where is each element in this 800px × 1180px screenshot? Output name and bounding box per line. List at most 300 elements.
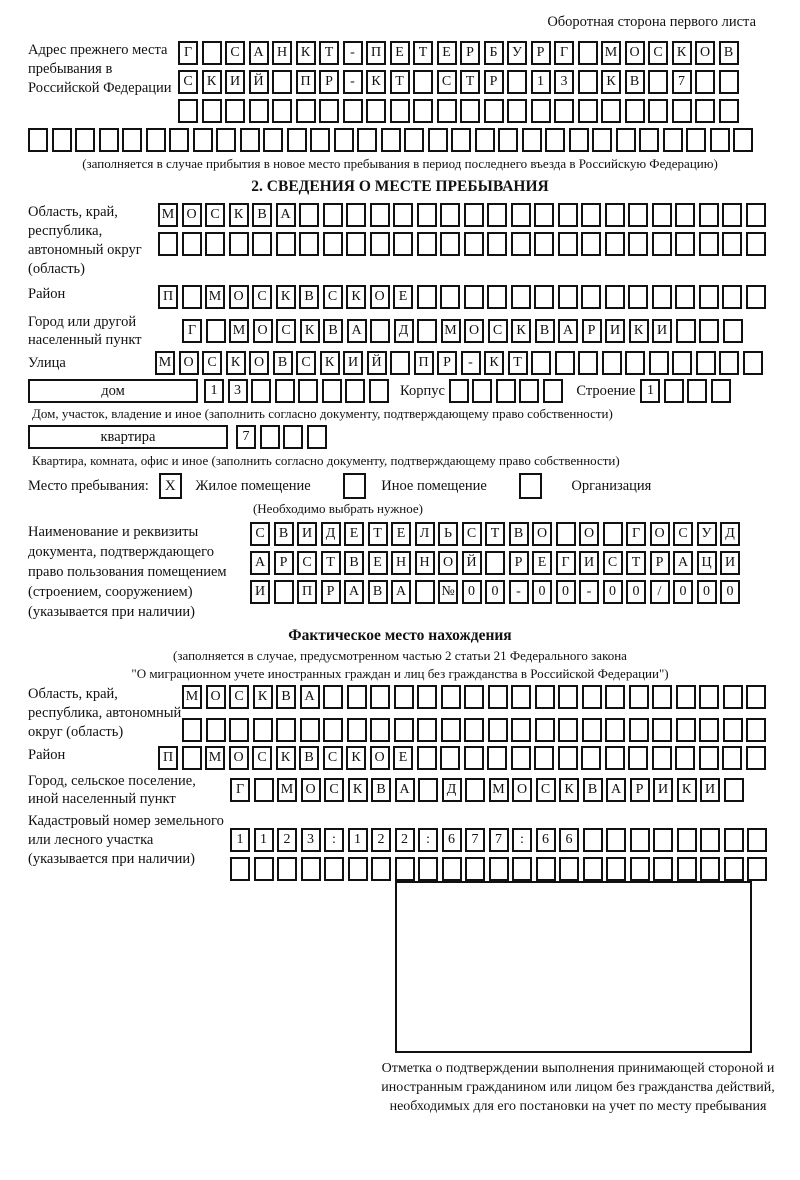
actual-region-grid (182, 685, 770, 742)
char-cell (449, 379, 469, 403)
char-cell: 0 (556, 580, 576, 604)
char-cell: 7 (672, 70, 692, 94)
char-cell (323, 718, 343, 742)
apartment-field (28, 425, 772, 449)
char-cell (511, 232, 531, 256)
char-cell (287, 128, 307, 152)
char-cell (630, 857, 650, 881)
char-cell: В (583, 778, 603, 802)
char-cell (675, 232, 695, 256)
stay-type-label: Место пребывания: (28, 477, 149, 494)
char-cell: С (323, 285, 343, 309)
char-cell: Р (274, 551, 294, 575)
prev-address-note: (заполняется в случае прибытия в новое место пребывания в период последнего въезда в Российскую Федерацию) (82, 156, 718, 171)
char-cell (675, 285, 695, 309)
char-cell (723, 685, 743, 709)
char-cell (464, 203, 484, 227)
char-cell (440, 203, 460, 227)
char-cell: Р (650, 551, 670, 575)
char-cell (555, 351, 575, 375)
char-cell: А (347, 319, 367, 343)
char-cell (347, 718, 367, 742)
char-cell (723, 718, 743, 742)
char-cell (578, 41, 598, 65)
char-cell (534, 285, 554, 309)
document-grid (250, 522, 744, 604)
char-cell: К (276, 285, 296, 309)
char-cell (299, 203, 319, 227)
char-cell (583, 857, 603, 881)
char-cell (558, 718, 578, 742)
char-cell: Н (272, 41, 292, 65)
char-cell: Д (720, 522, 740, 546)
char-cell: М (205, 285, 225, 309)
char-cell (648, 99, 668, 123)
char-cell: О (229, 746, 249, 770)
char-cell (283, 425, 303, 449)
actual-location-title: Фактическое место нахождения (288, 627, 512, 644)
stay-option-other-checkbox (343, 473, 366, 499)
char-cell: М (158, 203, 178, 227)
char-cell: : (324, 828, 344, 852)
char-cell: 3 (301, 828, 321, 852)
char-cell (592, 128, 612, 152)
char-cell (653, 857, 673, 881)
char-cell: С (536, 778, 556, 802)
char-cell (724, 778, 744, 802)
district-label: Район (28, 286, 66, 302)
char-cell (369, 379, 389, 403)
char-cell (531, 99, 551, 123)
char-cell (216, 128, 236, 152)
char-cell (507, 70, 527, 94)
region-row-1 (158, 203, 769, 227)
char-cell (652, 718, 672, 742)
char-cell: О (249, 351, 269, 375)
char-cell (649, 351, 669, 375)
char-cell (357, 128, 377, 152)
char-cell: В (274, 522, 294, 546)
char-cell: Г (182, 319, 202, 343)
char-cell (274, 580, 294, 604)
char-cell (699, 232, 719, 256)
char-cell (343, 99, 363, 123)
stay-option-dwelling-label: Жилое помещение (195, 477, 311, 494)
actual-location-note-1: (заполняется в случае, предусмотренном частью 2 статьи 21 Федерального закона (173, 648, 627, 663)
char-cell (370, 203, 390, 227)
char-cell (319, 99, 339, 123)
char-cell: Г (554, 41, 574, 65)
char-cell: 2 (277, 828, 297, 852)
document-row-2 (250, 551, 744, 575)
char-cell (404, 128, 424, 152)
char-cell (99, 128, 119, 152)
char-cell: М (441, 319, 461, 343)
char-cell: О (464, 319, 484, 343)
char-cell (252, 232, 272, 256)
district-field (28, 285, 772, 309)
char-cell (381, 128, 401, 152)
char-cell: К (253, 685, 273, 709)
char-cell (370, 685, 390, 709)
char-cell: Д (321, 522, 341, 546)
char-cell (489, 857, 509, 881)
char-cell: В (299, 746, 319, 770)
char-cell (464, 232, 484, 256)
char-cell (578, 99, 598, 123)
char-cell (428, 128, 448, 152)
char-cell (346, 203, 366, 227)
char-cell (558, 285, 578, 309)
char-cell: 0 (697, 580, 717, 604)
char-cell (348, 857, 368, 881)
char-cell: С (488, 319, 508, 343)
actual-region-label: Область, край, республика, автономный округ (область) (28, 686, 182, 740)
char-cell (603, 522, 623, 546)
char-cell: И (343, 351, 363, 375)
char-cell: 1 (254, 828, 274, 852)
char-cell: 2 (371, 828, 391, 852)
char-cell: Т (460, 70, 480, 94)
stamp-caption: Отметка о подтверждении выполнения принимающей стороной и иностранным гражданином или лицом без гражданства действий, необходимых для его постановки на учет по месту пребывания (381, 1061, 775, 1114)
char-cell: П (158, 285, 178, 309)
stay-option-other-label: Иное помещение (381, 477, 487, 494)
char-cell (582, 718, 602, 742)
char-cell (545, 128, 565, 152)
char-cell (602, 351, 622, 375)
char-cell (652, 232, 672, 256)
char-cell: К (348, 778, 368, 802)
char-cell (370, 232, 390, 256)
char-cell (417, 203, 437, 227)
char-cell (460, 99, 480, 123)
char-cell: Г (556, 551, 576, 575)
char-cell (606, 828, 626, 852)
confirmation-stamp-box (395, 881, 752, 1053)
prev-address-field (28, 41, 772, 123)
char-cell: К (559, 778, 579, 802)
char-cell (498, 128, 518, 152)
city-row (182, 319, 746, 343)
char-cell (699, 685, 719, 709)
char-cell (393, 203, 413, 227)
char-cell: Б (484, 41, 504, 65)
char-cell: В (368, 580, 388, 604)
char-cell (182, 718, 202, 742)
actual-location-note-2: "О миграционном учете иностранных граждан и лиц без гражданства в Российской Федерации") (131, 666, 669, 681)
char-cell (535, 685, 555, 709)
char-cell: А (391, 580, 411, 604)
char-cell (487, 232, 507, 256)
char-cell: И (653, 778, 673, 802)
char-cell: К (511, 319, 531, 343)
char-cell: 3 (228, 379, 248, 403)
char-cell: 1 (640, 379, 660, 403)
char-cell (558, 232, 578, 256)
char-cell (323, 685, 343, 709)
char-cell (605, 718, 625, 742)
char-cell: В (509, 522, 529, 546)
char-cell: С (205, 203, 225, 227)
stroenie-row (640, 379, 734, 403)
char-cell (182, 746, 202, 770)
char-cell (472, 379, 492, 403)
char-cell: И (297, 522, 317, 546)
char-cell (511, 685, 531, 709)
char-cell (229, 232, 249, 256)
char-cell (664, 379, 684, 403)
char-cell (578, 351, 598, 375)
char-cell (52, 128, 72, 152)
char-cell (601, 99, 621, 123)
char-cell (536, 857, 556, 881)
char-cell (346, 232, 366, 256)
char-cell: С (225, 41, 245, 65)
char-cell: О (206, 685, 226, 709)
char-cell (559, 857, 579, 881)
char-cell (334, 128, 354, 152)
char-cell (182, 232, 202, 256)
char-cell (554, 99, 574, 123)
document-label: Наименование и реквизиты документа, подтверждающего право пользования помещением (строением, сооружением) (указывается при наличии) (28, 524, 227, 620)
char-cell (441, 685, 461, 709)
char-cell (695, 99, 715, 123)
cadastral-row-1 (230, 828, 771, 852)
char-cell (629, 718, 649, 742)
char-cell (415, 580, 435, 604)
char-cell: В (371, 778, 391, 802)
char-cell: К (276, 746, 296, 770)
char-cell: Е (393, 285, 413, 309)
char-cell (722, 746, 742, 770)
char-cell (677, 828, 697, 852)
char-cell (322, 379, 342, 403)
char-cell (722, 203, 742, 227)
char-cell: Н (391, 551, 411, 575)
char-cell (370, 319, 390, 343)
char-cell (488, 718, 508, 742)
apartment-box: квартира (28, 425, 228, 449)
char-cell: А (606, 778, 626, 802)
char-cell (254, 857, 274, 881)
char-cell: С (250, 522, 270, 546)
char-cell: Г (626, 522, 646, 546)
char-cell (417, 319, 437, 343)
char-cell (205, 232, 225, 256)
char-cell (581, 285, 601, 309)
document-row-3 (250, 580, 744, 604)
char-cell (440, 232, 460, 256)
char-cell: А (344, 580, 364, 604)
char-cell: Р (319, 70, 339, 94)
char-cell: О (370, 746, 390, 770)
char-cell (254, 778, 274, 802)
char-cell (206, 718, 226, 742)
char-cell (395, 857, 415, 881)
char-cell (746, 746, 766, 770)
char-cell (628, 232, 648, 256)
char-cell (616, 128, 636, 152)
char-cell: : (512, 828, 532, 852)
char-cell: - (509, 580, 529, 604)
char-cell (531, 351, 551, 375)
char-cell (507, 99, 527, 123)
char-cell (628, 285, 648, 309)
char-cell (581, 232, 601, 256)
char-cell: К (296, 41, 316, 65)
char-cell (747, 828, 767, 852)
char-cell: О (438, 551, 458, 575)
char-cell (687, 379, 707, 403)
char-cell: К (484, 351, 504, 375)
prev-address-label: Адрес прежнего места пребывания в Российской Федерации (28, 42, 172, 96)
char-cell: П (414, 351, 434, 375)
char-cell (417, 746, 437, 770)
char-cell (652, 685, 672, 709)
char-cell (746, 685, 766, 709)
char-cell (628, 203, 648, 227)
region-grid (158, 203, 769, 256)
char-cell (417, 718, 437, 742)
house-field (28, 379, 772, 403)
char-cell (276, 232, 296, 256)
char-cell (464, 285, 484, 309)
region-row-2 (158, 232, 769, 256)
char-cell (724, 857, 744, 881)
char-cell: О (301, 778, 321, 802)
char-cell: Т (413, 41, 433, 65)
char-cell (413, 99, 433, 123)
char-cell (512, 857, 532, 881)
char-cell (158, 232, 178, 256)
prev-address-row-4 (28, 128, 772, 152)
char-cell: К (346, 285, 366, 309)
cadastral-grid (230, 828, 771, 881)
char-cell (686, 128, 706, 152)
char-cell: М (155, 351, 175, 375)
char-cell: Н (415, 551, 435, 575)
char-cell: С (437, 70, 457, 94)
apartment-note: Квартира, комната, офис и иное (заполнить согласно документу, подтверждающему право собственности) (32, 453, 620, 468)
char-cell (733, 128, 753, 152)
char-cell (323, 203, 343, 227)
char-cell: Е (437, 41, 457, 65)
char-cell: В (719, 41, 739, 65)
char-cell: А (300, 685, 320, 709)
char-cell: Т (321, 551, 341, 575)
actual-region-row-2 (182, 718, 770, 742)
char-cell (442, 857, 462, 881)
char-cell (182, 285, 202, 309)
char-cell (719, 70, 739, 94)
char-cell (581, 746, 601, 770)
char-cell (390, 99, 410, 123)
char-cell: 6 (442, 828, 462, 852)
actual-city-field (28, 772, 772, 808)
document-row-1 (250, 522, 744, 546)
char-cell (675, 746, 695, 770)
char-cell: К (320, 351, 340, 375)
char-cell: О (579, 522, 599, 546)
char-cell (299, 232, 319, 256)
char-cell: М (489, 778, 509, 802)
char-cell: Р (484, 70, 504, 94)
char-cell (277, 857, 297, 881)
stay-type-field (28, 473, 772, 499)
char-cell: Е (391, 522, 411, 546)
char-cell (260, 425, 280, 449)
char-cell: Д (442, 778, 462, 802)
section2-title: 2. СВЕДЕНИЯ О МЕСТЕ ПРЕБЫВАНИЯ (251, 178, 549, 195)
char-cell: 0 (720, 580, 740, 604)
char-cell (605, 685, 625, 709)
char-cell: М (205, 746, 225, 770)
char-cell: О (370, 285, 390, 309)
char-cell (699, 746, 719, 770)
char-cell (298, 379, 318, 403)
char-cell (696, 351, 716, 375)
char-cell (206, 319, 226, 343)
char-cell: Л (415, 522, 435, 546)
char-cell (253, 718, 273, 742)
char-cell (522, 128, 542, 152)
char-cell: Е (368, 551, 388, 575)
char-cell: И (720, 551, 740, 575)
char-cell (475, 128, 495, 152)
cadastral-field (28, 812, 772, 881)
char-cell: Т (626, 551, 646, 575)
char-cell (488, 685, 508, 709)
char-cell: О (229, 285, 249, 309)
char-cell (417, 232, 437, 256)
char-cell (639, 128, 659, 152)
char-cell: П (158, 746, 178, 770)
char-cell: И (700, 778, 720, 802)
char-cell: К (677, 778, 697, 802)
char-cell (178, 99, 198, 123)
char-cell: 0 (673, 580, 693, 604)
char-cell: Ц (697, 551, 717, 575)
char-cell: О (625, 41, 645, 65)
char-cell (394, 685, 414, 709)
char-cell: Р (582, 319, 602, 343)
char-cell: 0 (603, 580, 623, 604)
char-cell (75, 128, 95, 152)
char-cell (630, 828, 650, 852)
char-cell: 0 (626, 580, 646, 604)
char-cell (534, 203, 554, 227)
prev-address-row-1 (178, 41, 742, 65)
char-cell (229, 718, 249, 742)
char-cell: В (273, 351, 293, 375)
char-cell: Т (368, 522, 388, 546)
char-cell (300, 718, 320, 742)
char-cell: С (252, 285, 272, 309)
char-cell (225, 99, 245, 123)
char-cell (629, 685, 649, 709)
char-cell: Р (531, 41, 551, 65)
char-cell: Е (390, 41, 410, 65)
char-cell: К (366, 70, 386, 94)
actual-city-row (230, 778, 747, 802)
char-cell (240, 128, 260, 152)
char-cell: Е (344, 522, 364, 546)
stay-type-note: (Необходимо выбрать нужное) (252, 501, 424, 516)
char-cell: М (229, 319, 249, 343)
korpus-label: Корпус (400, 383, 445, 399)
house-note: Дом, участок, владение и иное (заполнить согласно документу, подтверждающему право собственности) (32, 406, 613, 421)
char-cell (465, 857, 485, 881)
